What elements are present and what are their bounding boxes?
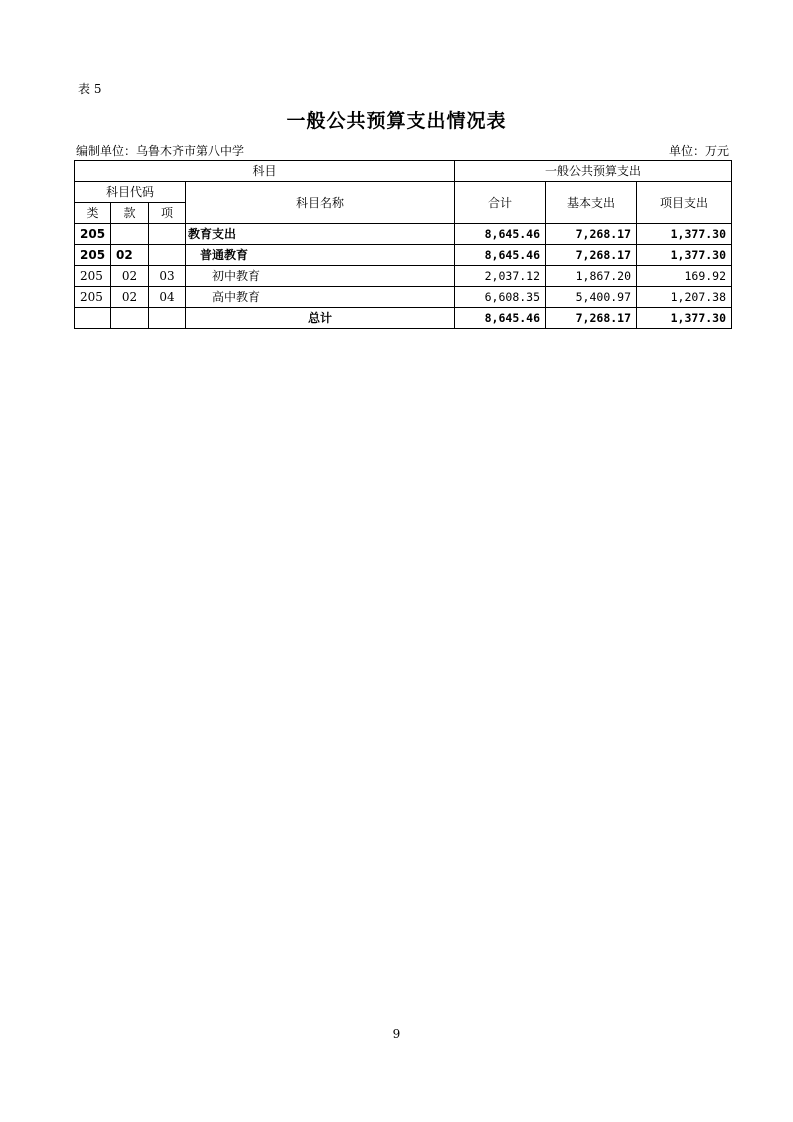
cell-xiang <box>149 245 186 266</box>
table-number: 表 5 <box>78 82 102 96</box>
cell-total: 8,645.46 <box>455 245 546 266</box>
cell-kuan: 02 <box>111 287 149 308</box>
cell-basic: 1,867.20 <box>546 266 637 287</box>
cell-project: 1,207.38 <box>637 287 732 308</box>
cell-name: 高中教育 <box>186 287 455 308</box>
summary-basic: 7,268.17 <box>546 308 637 329</box>
summary-project: 1,377.30 <box>637 308 732 329</box>
header-subject-code: 科目代码 <box>75 182 186 203</box>
cell-lei: 205 <box>75 224 111 245</box>
cell-lei: 205 <box>75 245 111 266</box>
cell-lei: 205 <box>75 287 111 308</box>
table-row <box>75 245 732 266</box>
table-row <box>75 266 732 287</box>
table-row <box>75 224 732 245</box>
cell-xiang: 04 <box>149 287 186 308</box>
page-number: 9 <box>392 1027 401 1041</box>
header-subject-name: 科目名称 <box>186 182 455 224</box>
header-budget-expenditure: 一般公共预算支出 <box>455 161 732 182</box>
cell-name: 教育支出 <box>186 224 455 245</box>
header-xiang: 项 <box>149 203 186 224</box>
cell-basic: 7,268.17 <box>546 224 637 245</box>
cell-name: 初中教育 <box>186 266 455 287</box>
header-basic-expenditure: 基本支出 <box>546 182 637 224</box>
cell-project: 1,377.30 <box>637 224 732 245</box>
currency-unit: 单位：万元 <box>668 144 729 158</box>
cell-kuan <box>111 224 149 245</box>
cell-name: 普通教育 <box>186 245 455 266</box>
cell-lei: 205 <box>75 266 111 287</box>
cell-kuan: 02 <box>111 266 149 287</box>
cell-xiang <box>149 224 186 245</box>
summary-total: 8,645.46 <box>455 308 546 329</box>
table-row <box>75 287 732 308</box>
header-subject: 科目 <box>75 161 455 182</box>
cell-kuan: 02 <box>111 245 149 266</box>
summary-row <box>75 308 732 329</box>
cell-basic: 7,268.17 <box>546 245 637 266</box>
header-kuan: 款 <box>111 203 149 224</box>
cell-total: 6,608.35 <box>455 287 546 308</box>
header-project-expenditure: 项目支出 <box>637 182 732 224</box>
cell-basic: 5,400.97 <box>546 287 637 308</box>
cell-xiang: 03 <box>149 266 186 287</box>
cell-project: 169.92 <box>637 266 732 287</box>
summary-label: 总计 <box>186 308 455 329</box>
header-lei: 类 <box>75 203 111 224</box>
cell-total: 2,037.12 <box>455 266 546 287</box>
cell-project: 1,377.30 <box>637 245 732 266</box>
compiling-unit: 编制单位：乌鲁木齐市第八中学 <box>76 144 245 158</box>
budget-expenditure-table <box>74 160 732 329</box>
page-title: 一般公共预算支出情况表 <box>286 110 507 132</box>
cell-total: 8,645.46 <box>455 224 546 245</box>
header-total: 合计 <box>455 182 546 224</box>
